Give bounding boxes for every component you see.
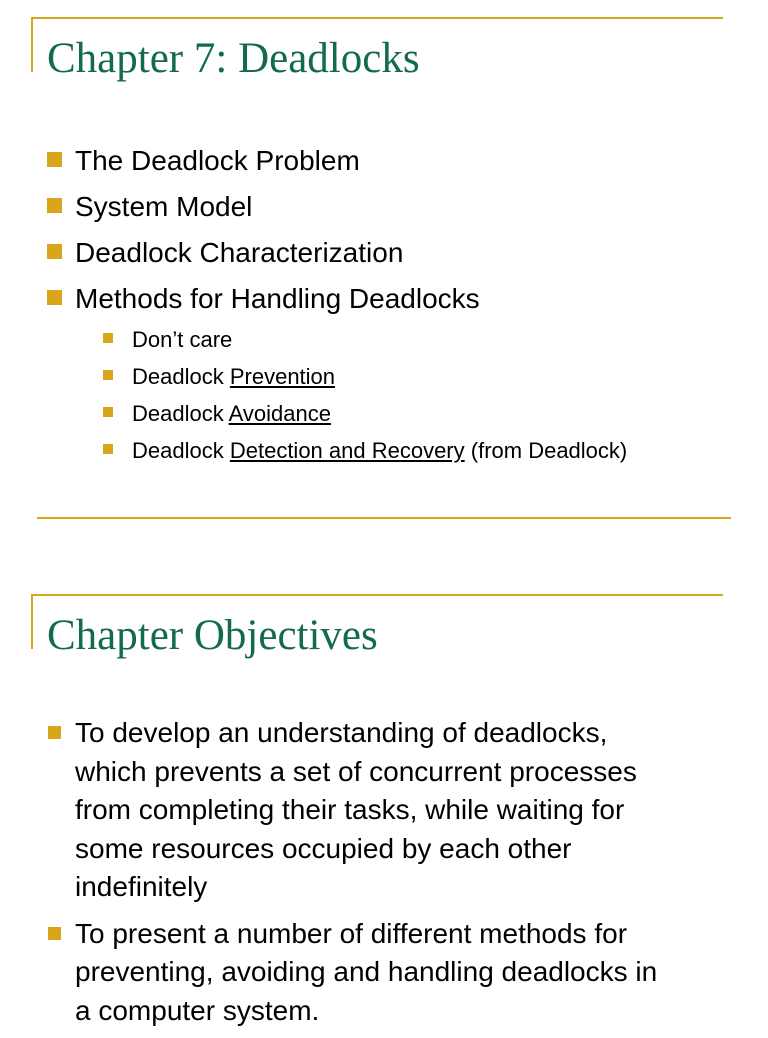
square-bullet-icon xyxy=(103,407,113,417)
list-item-label: The Deadlock Problem xyxy=(75,145,360,176)
objective-line: a computer system. xyxy=(75,994,320,1026)
square-bullet-icon xyxy=(47,152,62,167)
list-item xyxy=(0,276,480,322)
square-bullet-icon xyxy=(48,726,61,739)
objective-line: which prevents a set of concurrent processes xyxy=(75,755,637,787)
objective-line: preventing, avoiding and handling deadlocks in xyxy=(75,956,658,987)
objective-line: To develop an understanding of deadlocks, xyxy=(75,717,608,748)
method-sublist xyxy=(0,321,627,469)
square-bullet-icon xyxy=(103,333,113,343)
square-bullet-icon xyxy=(47,198,62,213)
list-item xyxy=(0,184,480,230)
list-item-label: System Model xyxy=(75,191,253,222)
sub-item-prefix: Deadlock xyxy=(132,364,230,389)
sub-item-underlined: Detection and Recovery xyxy=(229,438,465,463)
list-item xyxy=(0,915,768,1031)
objective-line: To present a number of different methods for xyxy=(75,917,628,949)
square-bullet-icon xyxy=(103,444,113,454)
title-frame-top-rule xyxy=(31,17,723,19)
list-item xyxy=(0,714,768,907)
sub-list-item xyxy=(0,432,627,469)
sub-list-item xyxy=(0,321,627,358)
sub-item-underlined: Avoidance xyxy=(228,401,331,426)
square-bullet-icon xyxy=(47,244,62,259)
objective-line: indefinitely xyxy=(75,871,208,902)
square-bullet-icon xyxy=(103,370,113,380)
slide-title: Chapter 7: Deadlocks xyxy=(47,35,420,82)
list-item-label: Methods for Handling Deadlocks xyxy=(75,283,480,314)
square-bullet-icon xyxy=(48,927,61,940)
sub-list-item xyxy=(0,358,627,395)
sub-list-item xyxy=(0,395,627,432)
sub-item-suffix: (from Deadlock) xyxy=(464,438,628,463)
sub-item-prefix: Deadlock xyxy=(132,401,229,426)
objective-line: some resources occupied by each other xyxy=(75,832,572,864)
sub-item-prefix: Don’t care xyxy=(132,327,233,352)
sub-item-prefix: Deadlock xyxy=(132,438,230,463)
objectives-list xyxy=(0,714,768,1038)
slide-separator xyxy=(37,517,731,519)
slide-title: Chapter Objectives xyxy=(47,612,378,659)
title-frame-top-rule xyxy=(31,594,723,596)
title-frame-left-rule xyxy=(31,594,33,649)
topic-list xyxy=(0,138,480,322)
objective-line: from completing their tasks, while waiting for xyxy=(75,794,625,825)
square-bullet-icon xyxy=(47,290,62,305)
title-frame-left-rule xyxy=(31,17,33,72)
list-item xyxy=(0,230,480,276)
slide-chapter-objectives xyxy=(0,580,768,1024)
list-item-label: Deadlock Characterization xyxy=(75,237,404,268)
sub-item-underlined: Prevention xyxy=(229,364,336,389)
list-item xyxy=(0,138,480,184)
